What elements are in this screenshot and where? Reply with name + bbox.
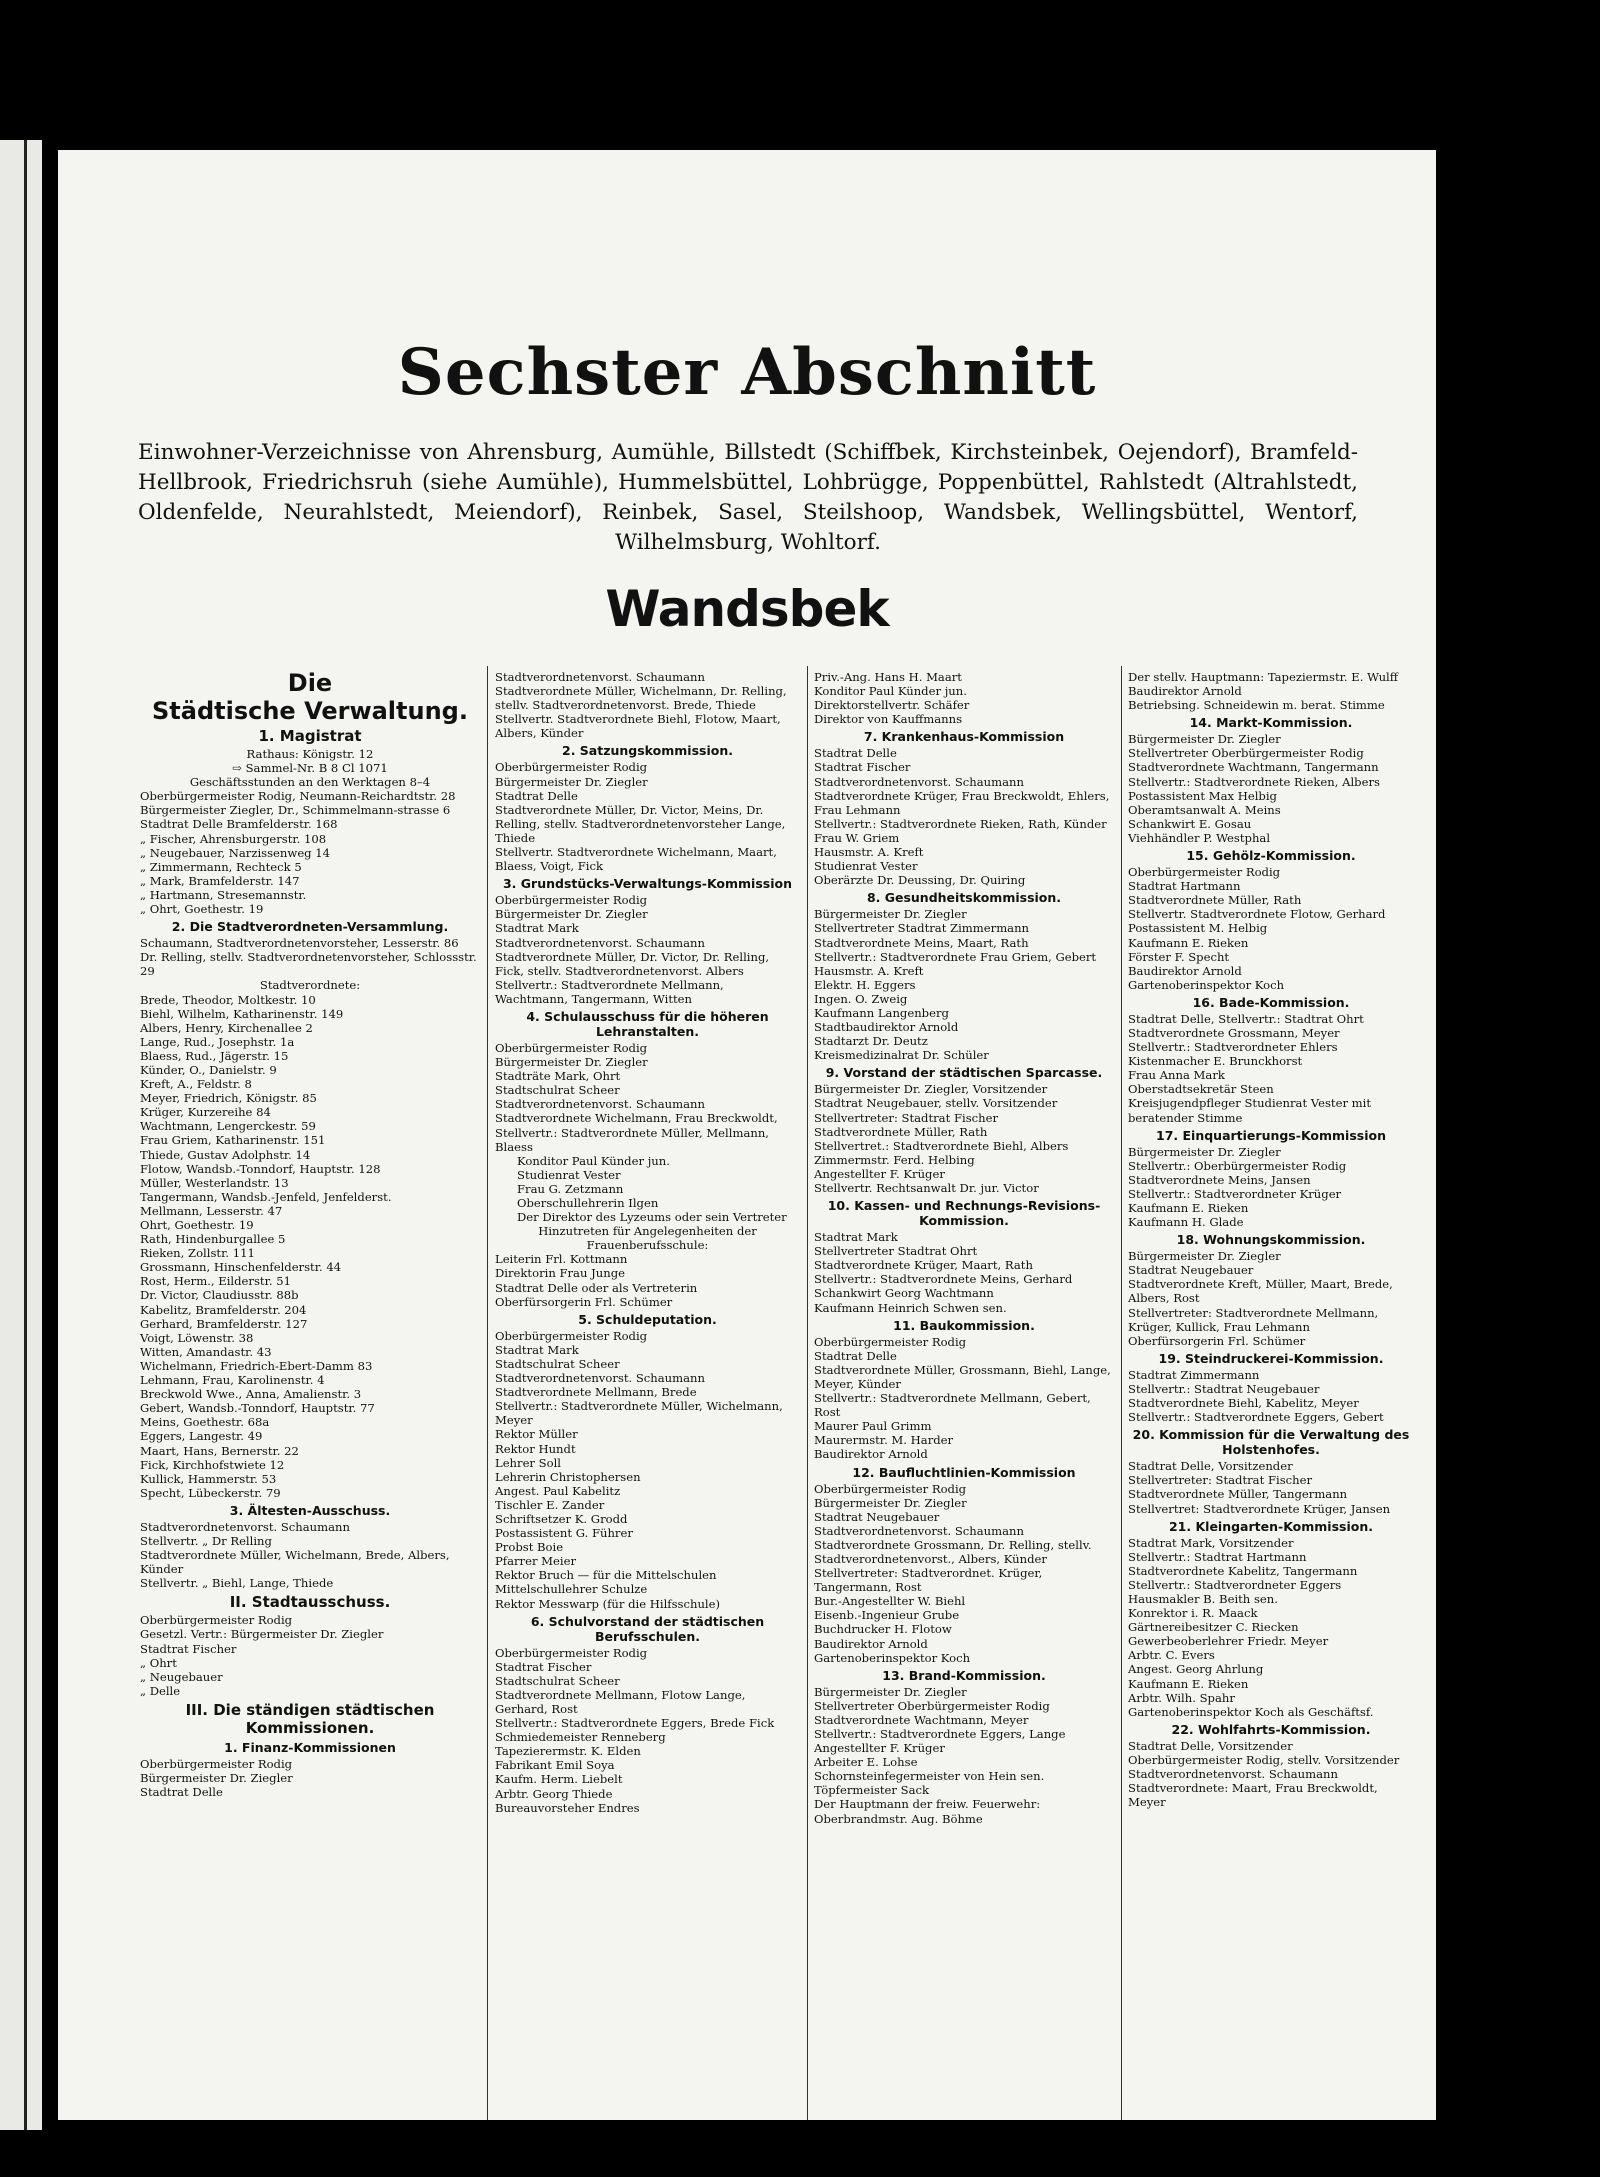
entry-line: ⇨ Sammel-Nr. B 8 Cl 1071: [232, 761, 388, 776]
entry-line: Bürgermeister Dr. Ziegler: [814, 1684, 967, 1699]
entry-line: Witten, Amandastr. 43: [140, 1344, 272, 1359]
entry-line: Stadtrat Mark: [495, 921, 579, 936]
entry-line: Stellvertreter Oberbürgermeister Rodig: [814, 1698, 1050, 1713]
entry-line: Kreismedizinalrat Dr. Schüler: [814, 1048, 989, 1063]
entry-line: Ingen. O. Zweig: [814, 991, 908, 1006]
entry-line: Stadtrat Mark, Vorsitzender: [1128, 1535, 1294, 1550]
column-divider: [1121, 666, 1122, 2120]
column-4: [1128, 670, 1414, 2110]
entry-line: Stadtverordnete Biehl, Kabelitz, Meyer: [1128, 1396, 1359, 1411]
section-heading: 5. Schuldeputation.: [578, 1311, 717, 1327]
column-divider: [487, 666, 488, 2120]
entry-line: Ohrt, Goethestr. 19: [140, 1218, 254, 1232]
entry-line: Stellvertret: Stadtverordnete Krüger, Jansen: [1128, 1501, 1391, 1516]
entry-line: Der Direktor des Lyzeums oder sein Vertreter: [517, 1210, 787, 1225]
entry-line: Stadtverordnete Meins, Maart, Rath: [814, 935, 1029, 950]
entry-line: Stadtverordnete Müller, Wichelmann, Dr. Relling, stellv. Stadtverordnetenvorst. Brede, Thiede: [495, 684, 787, 713]
entry-line: Lange, Rud., Josephstr. 1a: [140, 1034, 295, 1049]
entry-line: Pfarrer Meier: [495, 1554, 577, 1569]
entry-line: Kaufmann E. Rieken: [1128, 1201, 1249, 1215]
entry-line: Müller, Westerlandstr. 13: [140, 1175, 289, 1190]
entry-line: Stellvertr.: Stadtverordnete Müller, Mellmann, Blaess: [495, 1125, 769, 1154]
entry-line: „ Zimmermann, Rechteck 5: [140, 859, 302, 874]
entry-line: Stadtverordnete Grossmann, Dr. Relling, stellv. Stadtverordnetenvorst., Albers, Künder: [814, 1537, 1092, 1566]
entry-line: Oberbürgermeister Rodig: [1128, 865, 1281, 880]
entry-line: Töpfermeister Sack: [814, 1783, 930, 1798]
entry-line: Thiede, Gustav Adolphstr. 14: [140, 1147, 311, 1162]
entry-line: Breckwold Wwe., Anna, Amalienstr. 3: [140, 1387, 362, 1402]
entry-line: Konditor Paul Künder jun.: [814, 684, 967, 699]
entry-line: Stadtrat Delle oder als Vertreterin: [495, 1280, 698, 1295]
section-heading: 18. Wohnungskommission.: [1176, 1232, 1366, 1248]
section-title: Sechster Abschnitt: [397, 335, 1097, 410]
entry-line: Stadtrat Zimmermann: [1128, 1367, 1260, 1382]
entry-line: Stadtverordnete Müller, Rath: [814, 1124, 988, 1139]
entry-line: Dr. Relling, stellv. Stadtverordnetenvorsteher, Schlossstr. 29: [140, 950, 477, 979]
entry-line: Stadtschulrat Scheer: [495, 1673, 620, 1688]
column-3: [814, 670, 1114, 2110]
entry-line: Stadtverordnete:: [259, 978, 361, 993]
entry-line: Grossmann, Hinschenfelderstr. 44: [140, 1260, 342, 1275]
entry-line: Förster F. Specht: [1128, 949, 1230, 964]
entry-line: Stadtrat Fischer: [140, 1641, 237, 1656]
entry-line: Stellvertreter: Stadtrat Fischer: [1128, 1473, 1313, 1488]
entry-line: Kullick, Hammerstr. 53: [140, 1471, 277, 1486]
entry-line: Stellvertr. Stadtverordnete Wichelmann, Maart, Blaess, Voigt, Fick: [495, 845, 777, 874]
section-heading: Die: [287, 670, 333, 697]
entry-line: Stadtverordnete Krüger, Maart, Rath: [814, 1258, 1033, 1273]
entry-line: Baudirektor Arnold: [814, 1636, 928, 1651]
section-heading: 12. Baufluchtlinien-Kommission: [852, 1464, 1076, 1480]
entry-line: Stadtverordnete: Maart, Frau Breckwoldt, Meyer: [1128, 1781, 1378, 1810]
entry-line: Stellvertr.: Stadtverordnete Mellmann, Gebert, Rost: [814, 1391, 1091, 1420]
entry-line: Stadtrat Hartmann: [1128, 879, 1241, 894]
entry-line: Gesetzl. Vertr.: Bürgermeister Dr. Ziegler: [140, 1627, 384, 1642]
section-subtitle: Einwohner-Verzeichnisse von Ahrensburg, Aumühle, Billstedt (Schiffbek, Kirchsteinbek, Oejendorf), Bramfeld-Hellbrook, Friedrichsruh (siehe Aumühle), Hummelsbüttel, Lohbrügge, Poppenbüttel, Rahlstedt (Altrahlstedt, Oldenfelde, Neurahlstedt, Meiendorf), Reinbek, Sasel, Steilshoop, Wandsbek, Wellingsbüttel, Wentorf, Wilhelmsburg, Wohltorf.: [138, 440, 1358, 555]
entry-line: Gartenoberinspektor Koch als Geschäftsf.: [1128, 1704, 1374, 1719]
entry-line: Stadtverordnete Müller, Dr. Victor, Meins, Dr. Relling, stellv. Stadtverordnetenvorsteher Lange, Thiede: [495, 802, 786, 845]
section-heading: 3. Grundstücks-Verwaltungs-Kommission: [502, 876, 792, 892]
entry-line: Geschäftsstunden an den Werktagen 8–4: [189, 775, 431, 790]
entry-line: Direktor von Kauffmanns: [814, 712, 963, 727]
entry-line: Stadtverordnetenvorst. Schaumann: [495, 935, 705, 950]
column-1: [140, 670, 480, 2110]
section-heading: 16. Bade-Kommission.: [1192, 994, 1350, 1010]
entry-line: Stadtrat Delle: [140, 1785, 223, 1800]
entry-line: Stadtverordnete Kabelitz, Tangermann: [1128, 1563, 1358, 1578]
entry-line: Bürgermeister Dr. Ziegler: [495, 774, 648, 789]
entry-line: Maurer Paul Grimm: [814, 1419, 932, 1434]
entry-line: Schornsteinfegermeister von Hein sen.: [814, 1769, 1045, 1784]
entry-line: Stadtrat Fischer: [495, 1659, 592, 1674]
entry-line: Oberschullehrerin Ilgen: [517, 1196, 659, 1210]
entry-line: Stadtverordnete Müller, Grossmann, Biehl, Lange, Meyer, Künder: [814, 1362, 1111, 1391]
entry-line: Stadtverordnete Müller, Tangermann: [1128, 1487, 1348, 1502]
entry-line: Schaumann, Stadtverordnetenvorsteher, Lesserstr. 86: [140, 936, 459, 951]
entry-line: Stadtschulrat Scheer: [495, 1356, 620, 1371]
entry-line: Leiterin Frl. Kottmann: [495, 1252, 628, 1267]
entry-line: „ Hartmann, Stresemannstr.: [140, 887, 307, 902]
entry-line: Stellvertreter Stadtrat Zimmermann: [814, 921, 1030, 936]
entry-line: Brede, Theodor, Moltkestr. 10: [140, 992, 316, 1007]
entry-line: Krüger, Kurzereihe 84: [140, 1105, 271, 1120]
entry-line: „ Delle: [140, 1683, 181, 1698]
entry-line: Angest. Georg Ahrlung: [1128, 1662, 1264, 1677]
entry-line: Specht, Lübeckerstr. 79: [140, 1485, 281, 1500]
entry-line: Gartenoberinspektor Koch: [814, 1650, 971, 1665]
entry-line: Kaufmann E. Rieken: [1128, 1676, 1249, 1691]
entry-line: Oberbürgermeister Rodig, Neumann-Reichardtstr. 28: [140, 789, 456, 804]
entry-line: Stellvertret.: Stadtverordnete Biehl, Albers: [814, 1138, 1069, 1153]
entry-line: Stellvertr.: Stadtverordneter Krüger: [1128, 1186, 1342, 1201]
book-spine: [0, 140, 42, 2130]
entry-line: Elektr. H. Eggers: [814, 977, 916, 992]
entry-line: Angestellter F. Krüger: [814, 1166, 945, 1181]
entry-line: Maurermstr. M. Harder: [814, 1433, 954, 1448]
entry-line: Bürgermeister Dr. Ziegler: [140, 1771, 293, 1785]
entry-line: Stellvertr.: Stadtverordnete Meins, Gerhard: [814, 1272, 1073, 1287]
entry-line: Schankwirt E. Gosau: [1128, 816, 1252, 831]
entry-line: „ Ohrt: [140, 1655, 177, 1670]
entry-line: Stadtrat Neugebauer, stellv. Vorsitzender: [814, 1096, 1058, 1111]
entry-line: Stadtrat Delle: [814, 1348, 897, 1363]
entry-line: Stadtverordnete Wachtmann, Tangermann: [1128, 760, 1379, 775]
entry-line: Gebert, Wandsb.-Tonndorf, Hauptstr. 77: [140, 1401, 375, 1416]
entry-line: Lehrerin Christophersen: [495, 1469, 641, 1484]
entry-line: Arbtr. Georg Thiede: [495, 1786, 613, 1801]
entry-line: Frau Griem, Katharinenstr. 151: [140, 1133, 326, 1148]
entry-line: „ Mark, Bramfelderstr. 147: [140, 873, 300, 888]
entry-line: Stadtverordnetenvorst. Schaumann: [140, 1519, 350, 1534]
entry-line: Buchdrucker H. Flotow: [814, 1622, 952, 1637]
spine-edge: [24, 140, 27, 2130]
entry-line: Stellvertr. Stadtverordnete Biehl, Flotow, Maart, Albers, Künder: [495, 712, 781, 741]
entry-line: Stadtbaudirektor Arnold: [814, 1020, 959, 1035]
entry-line: Mellmann, Lesserstr. 47: [140, 1203, 283, 1218]
entry-line: Stadtrat Mark: [814, 1230, 898, 1245]
entry-line: Baudirektor Arnold: [1128, 963, 1242, 978]
entry-line: Stadträte Mark, Ohrt: [495, 1069, 621, 1084]
entry-line: Oberbürgermeister Rodig: [814, 1481, 967, 1496]
entry-line: Stellvertreter: Stadtrat Fischer: [814, 1110, 999, 1125]
entry-line: Hausmstr. A. Kreft: [814, 963, 924, 978]
entry-line: „ Neugebauer, Narzissenweg 14: [140, 845, 331, 860]
entry-line: Der Hauptmann der freiw. Feuerwehr: Oberbrandmstr. Aug. Böhme: [814, 1797, 1041, 1826]
section-heading: 10. Kassen- und Rechnungs-Revisions-Kommission.: [827, 1198, 1101, 1229]
entry-line: Priv.-Ang. Hans H. Maart: [814, 670, 962, 684]
entry-line: Postassistent G. Führer: [495, 1526, 633, 1541]
entry-line: Schriftsetzer K. Grodd: [495, 1511, 628, 1526]
entry-line: Stadtverordnete Müller, Dr. Victor, Dr. Relling, Fick, stellv. Stadtverordnetenvorst. Albers: [495, 949, 770, 978]
entry-line: Eisenb.-Ingenieur Grube: [814, 1608, 960, 1623]
entry-line: Voigt, Löwenstr. 38: [140, 1330, 254, 1345]
entry-line: Rath, Hindenburgallee 5: [140, 1232, 286, 1247]
entry-line: Stadtrat Neugebauer: [814, 1509, 940, 1524]
entry-line: Stadtverordnetenvorst. Schaumann: [495, 1097, 705, 1112]
entry-line: Baudirektor Arnold: [814, 1447, 928, 1462]
section-heading: 15. Gehölz-Kommission.: [1186, 848, 1356, 864]
entry-line: Rektor Bruch — für die Mittelschulen: [495, 1568, 717, 1583]
entry-line: Maart, Hans, Bernerstr. 22: [140, 1443, 299, 1458]
entry-line: Stellvertreter: Stadtverordnet. Krüger, Tangermann, Rost: [814, 1566, 1043, 1595]
entry-line: Biehl, Wilhelm, Katharinenstr. 149: [140, 1006, 344, 1021]
section-heading: 2. Satzungskommission.: [562, 743, 733, 759]
entry-line: Frau W. Griem: [814, 830, 900, 845]
entry-line: Arbeiter E. Lohse: [814, 1755, 918, 1770]
entry-line: Stellvertr.: Stadtverordnete Rieken, Albers: [1128, 774, 1380, 789]
entry-line: Kabelitz, Bramfelderstr. 204: [140, 1302, 307, 1317]
entry-line: Oberfürsorgerin Frl. Schümer: [1128, 1333, 1306, 1348]
entry-line: Bürgermeister Ziegler, Dr., Schimmelmann-strasse 6: [140, 803, 451, 818]
entry-line: Stadtrat Delle: [495, 788, 578, 803]
entry-line: Probst Boie: [495, 1540, 564, 1555]
entry-line: Oberamtsanwalt A. Meins: [1128, 802, 1281, 817]
city-heading: Wandsbek: [605, 580, 889, 638]
entry-line: Rieken, Zollstr. 111: [140, 1246, 255, 1261]
entry-line: Baudirektor Arnold: [1128, 684, 1242, 699]
section-heading: 1. Finanz-Kommissionen: [224, 1739, 396, 1755]
entry-line: Bürgermeister Dr. Ziegler: [495, 1055, 648, 1070]
entry-line: Stellvertr.: Oberbürgermeister Rodig: [1128, 1158, 1347, 1173]
entry-line: Stadtrat Delle Bramfelderstr. 168: [140, 817, 338, 832]
entry-line: Stadtverordnete Wichelmann, Frau Breckwoldt,: [495, 1111, 778, 1126]
entry-line: Frau G. Zetzmann: [517, 1181, 624, 1196]
entry-line: Dr. Victor, Claudiusstr. 88b: [140, 1288, 299, 1303]
entry-line: Stellvertr. Rechtsanwalt Dr. jur. Victor: [814, 1181, 1039, 1195]
entry-line: Bürgermeister Dr. Ziegler: [814, 1495, 967, 1510]
entry-line: Fabrikant Emil Soya: [495, 1758, 615, 1773]
entry-line: Gärtnereibesitzer C. Riecken: [1128, 1620, 1299, 1635]
entry-line: Stadtverordnetenvorst. Schaumann: [814, 1523, 1024, 1538]
entry-line: Bürgermeister Dr. Ziegler: [1128, 1144, 1281, 1159]
entry-line: Stellvertr. „ Dr Relling: [140, 1533, 272, 1548]
entry-line: Stadtrat Delle: [814, 746, 897, 761]
entry-line: Hausmakler B. Beith sen.: [1128, 1591, 1278, 1606]
entry-line: Direktorstellvertr. Schäfer: [814, 698, 970, 713]
entry-line: Stellvertr.: Stadtverordnete Frau Griem, Gebert: [814, 949, 1097, 964]
entry-line: Oberbürgermeister Rodig: [495, 1328, 648, 1343]
entry-line: Kaufmann H. Glade: [1128, 1215, 1244, 1230]
entry-line: Hinzutreten für Angelegenheiten der Frauenberufsschule:: [538, 1224, 757, 1253]
entry-line: Oberärzte Dr. Deussing, Dr. Quiring: [814, 873, 1026, 888]
entry-line: Oberbürgermeister Rodig, stellv. Vorsitzender: [1128, 1752, 1400, 1767]
entry-line: Eggers, Langestr. 49: [140, 1429, 263, 1444]
entry-line: Stadtrat Delle, Vorsitzender: [1128, 1459, 1293, 1474]
entry-line: Bürgermeister Dr. Ziegler, Vorsitzender: [814, 1082, 1048, 1097]
column-divider: [807, 666, 808, 2120]
entry-line: Meyer, Friedrich, Königstr. 85: [140, 1091, 317, 1106]
entry-line: Oberbürgermeister Rodig: [495, 1040, 648, 1055]
entry-line: Stadtrat Delle, Stellvertr.: Stadtrat Ohrt: [1128, 1011, 1364, 1026]
section-heading: 13. Brand-Kommission.: [882, 1667, 1046, 1683]
entry-line: Stadtrat Neugebauer: [1128, 1263, 1254, 1278]
entry-line: Kistenmacher E. Brunckhorst: [1128, 1054, 1303, 1069]
entry-line: Studienrat Vester: [517, 1167, 621, 1182]
entry-line: Oberbürgermeister Rodig: [140, 1756, 293, 1771]
section-heading: 2. Die Stadtverordneten-Versammlung.: [171, 919, 449, 935]
entry-line: Stadtschulrat Scheer: [495, 1083, 620, 1098]
entry-line: Kreisjugendpfleger Studienrat Vester mit beratender Stimme: [1128, 1096, 1372, 1125]
entry-line: Der stellv. Hauptmann: Tapeziermstr. E. Wulff: [1128, 670, 1398, 684]
column-2: [495, 670, 800, 2110]
document-page: [58, 150, 1436, 2120]
entry-line: Stadtverordnetenvorst. Schaumann: [814, 774, 1024, 789]
entry-line: Wichelmann, Friedrich-Ebert-Damm 83: [140, 1358, 373, 1373]
entry-line: Stellvertr.: Stadtverordneter Eggers: [1128, 1577, 1342, 1592]
entry-line: Kreft, A., Feldstr. 8: [140, 1077, 252, 1092]
entry-line: Fick, Kirchhofstwiete 12: [140, 1457, 285, 1472]
section-heading: Städtische Verwaltung.: [152, 697, 468, 725]
entry-line: Frau Anna Mark: [1128, 1068, 1225, 1083]
entry-line: Bürgermeister Dr. Ziegler: [1128, 1249, 1281, 1264]
entry-line: Stadtverordnete Meins, Jansen: [1128, 1172, 1311, 1187]
section-heading: 11. Baukommission.: [893, 1317, 1035, 1333]
entry-line: Albers, Henry, Kirchenallee 2: [140, 1020, 313, 1035]
entry-line: Rost, Herm., Eilderstr. 51: [140, 1274, 291, 1289]
section-heading: 19. Steindruckerei-Kommission.: [1158, 1350, 1384, 1366]
section-heading: 9. Vorstand der städtischen Sparcasse.: [825, 1065, 1103, 1081]
entry-line: Stadtrat Delle, Vorsitzender: [1128, 1738, 1293, 1753]
entry-line: Stadtverordnete Grossmann, Meyer: [1128, 1025, 1340, 1040]
entry-line: Gartenoberinspektor Koch: [1128, 977, 1285, 992]
entry-line: Rektor Messwarp (für die Hilfsschule): [495, 1596, 721, 1611]
entry-line: Gewerbeoberlehrer Friedr. Meyer: [1128, 1634, 1329, 1649]
entry-line: Viehhändler P. Westphal: [1128, 830, 1271, 845]
entry-line: Stadtverordnete Müller, Rath: [1128, 893, 1302, 908]
entry-line: Stellvertr.: Stadtverordnete Rieken, Rath, Künder: [814, 816, 1107, 831]
section-heading: 21. Kleingarten-Kommission.: [1168, 1518, 1373, 1534]
entry-line: Stadtverordnete Kreft, Müller, Maart, Brede, Albers, Rost: [1128, 1277, 1393, 1306]
section-heading: 4. Schulausschuss für die höheren Lehranstalten.: [526, 1008, 769, 1039]
entry-line: Angest. Paul Kabelitz: [495, 1483, 621, 1498]
entry-line: Wachtmann, Lengerckestr. 59: [140, 1119, 316, 1134]
entry-line: Schankwirt Georg Wachtmann: [814, 1286, 994, 1301]
entry-line: Stellvertr.: Stadtverordnete Eggers, Lange: [814, 1727, 1066, 1741]
entry-line: Stadtverordnetenvorst. Schaumann: [495, 670, 705, 684]
entry-line: Tapezierermstr. K. Elden: [495, 1744, 641, 1759]
entry-line: „ Neugebauer: [140, 1669, 223, 1684]
section-heading: 3. Ältesten-Ausschuss.: [229, 1502, 391, 1518]
entry-line: Bürgermeister Dr. Ziegler: [495, 907, 648, 922]
entry-line: Stadtverordnete Mellmann, Brede: [495, 1385, 697, 1400]
entry-line: Direktorin Frau Junge: [495, 1266, 625, 1281]
entry-line: Stellvertr.: Stadtrat Hartmann: [1128, 1549, 1307, 1564]
entry-line: Postassistent Max Helbig: [1128, 788, 1277, 803]
entry-line: Arbtr. C. Evers: [1128, 1648, 1215, 1663]
entry-line: Stellvertreter: Stadtverordnete Mellmann, Krüger, Kullick, Frau Lehmann: [1128, 1305, 1379, 1334]
section-heading: 1. Magistrat: [258, 727, 362, 745]
entry-line: Oberbürgermeister Rodig: [814, 1334, 967, 1349]
entry-line: Stadtverordnete Krüger, Frau Breckwoldt, Ehlers, Frau Lehmann: [814, 788, 1110, 817]
section-heading: 7. Krankenhaus-Kommission: [863, 729, 1065, 745]
entry-line: Mittelschullehrer Schulze: [495, 1582, 648, 1597]
entry-line: Stellvertreter Stadtrat Ohrt: [814, 1244, 978, 1259]
entry-line: Kaufm. Herm. Liebelt: [495, 1772, 623, 1787]
entry-line: Tischler E. Zander: [495, 1497, 605, 1512]
entry-line: Stadtverordnete Müller, Wichelmann, Brede, Albers, Künder: [140, 1548, 450, 1577]
entry-line: Lehrer Soll: [495, 1455, 561, 1470]
entry-line: Oberbürgermeister Rodig: [495, 893, 648, 908]
section-heading: III. Die ständigen städtischen Kommissionen.: [185, 1700, 435, 1737]
entry-line: Oberbürgermeister Rodig: [140, 1613, 293, 1628]
entry-line: Stellvertr. „ Biehl, Lange, Thiede: [140, 1576, 334, 1591]
entry-line: Studienrat Vester: [814, 859, 918, 874]
entry-line: Arbtr. Wilh. Spahr: [1128, 1690, 1235, 1705]
entry-line: Kaufmann Langenberg: [814, 1005, 949, 1020]
entry-line: Bürgermeister Dr. Ziegler: [1128, 732, 1281, 747]
entry-line: „ Fischer, Ahrensburgerstr. 108: [140, 831, 327, 846]
entry-line: Stellvertr.: Stadtverordneter Ehlers: [1128, 1040, 1338, 1055]
entry-line: Oberbürgermeister Rodig: [495, 760, 648, 775]
entry-line: Stadtarzt Dr. Deutz: [814, 1034, 928, 1049]
entry-line: Oberstadtsekretär Steen: [1128, 1082, 1274, 1097]
section-heading: 6. Schulvorstand der städtischen Berufsschulen.: [530, 1613, 765, 1644]
entry-line: Stellvertr.: Stadtrat Neugebauer: [1128, 1381, 1320, 1396]
section-heading: 20. Kommission für die Verwaltung des Holstenhofes.: [1132, 1427, 1410, 1458]
entry-line: Betriebsing. Schneidewin m. berat. Stimme: [1128, 698, 1385, 713]
entry-line: Stellvertr. Stadtverordnete Flotow, Gerhard: [1128, 907, 1386, 922]
entry-line: Bureauvorsteher Endres: [495, 1800, 640, 1815]
section-heading: II. Stadtausschuss.: [229, 1593, 391, 1612]
entry-line: Blaess, Rud., Jägerstr. 15: [140, 1048, 289, 1063]
entry-line: Hausmstr. A. Kreft: [814, 845, 924, 860]
entry-line: Tangermann, Wandsb.-Jenfeld, Jenfelderst.: [140, 1189, 392, 1204]
entry-line: Stellvertr.: Stadtverordnete Müller, Wichelmann, Meyer: [495, 1399, 783, 1428]
section-heading: 14. Markt-Kommission.: [1189, 715, 1353, 731]
entry-line: Gerhard, Bramfelderstr. 127: [140, 1316, 308, 1331]
entry-line: Stadtrat Mark: [495, 1342, 579, 1357]
entry-line: Rathaus: Königstr. 12: [246, 747, 374, 761]
entry-line: Postassistent M. Helbig: [1128, 921, 1268, 936]
entry-line: Stadtrat Fischer: [814, 760, 911, 775]
entry-line: Künder, O., Danielstr. 9: [140, 1062, 277, 1077]
entry-line: Bur.-Angestellter W. Biehl: [814, 1594, 966, 1609]
entry-line: Rektor Müller: [495, 1427, 578, 1442]
entry-line: Stellvertr.: Stadtverordnete Eggers, Gebert: [1128, 1410, 1384, 1425]
entry-line: Meins, Goethestr. 68a: [140, 1415, 270, 1430]
entry-line: Stadtverordnetenvorst. Schaumann: [1128, 1767, 1338, 1781]
entry-line: Stadtverordnetenvorst. Schaumann: [495, 1371, 705, 1386]
entry-line: Oberfürsorgerin Frl. Schümer: [495, 1294, 673, 1309]
entry-line: Schmiedemeister Renneberg: [495, 1730, 666, 1745]
entry-line: Stadtverordnete Mellmann, Flotow Lange, Gerhard, Rost: [495, 1687, 746, 1716]
entry-line: Kaufmann E. Rieken: [1128, 935, 1249, 950]
entry-line: Stellvertreter Oberbürgermeister Rodig: [1128, 746, 1364, 761]
section-heading: 17. Einquartierungs-Kommission: [1156, 1127, 1386, 1143]
entry-line: Stellvertr.: Stadtverordnete Eggers, Brede Fick: [495, 1716, 775, 1731]
entry-line: Oberbürgermeister Rodig: [495, 1645, 648, 1660]
section-heading: 8. Gesundheitskommission.: [866, 890, 1062, 906]
entry-line: Bürgermeister Dr. Ziegler: [814, 907, 967, 922]
entry-line: Lehmann, Frau, Karolinenstr. 4: [140, 1373, 325, 1388]
entry-line: Konditor Paul Künder jun.: [517, 1153, 670, 1168]
entry-line: Stadtverordnete Wachtmann, Meyer: [814, 1712, 1029, 1727]
entry-line: Angestellter F. Krüger: [814, 1741, 945, 1756]
entry-line: Kaufmann Heinrich Schwen sen.: [814, 1300, 1007, 1315]
section-heading: 22. Wohlfahrts-Kommission.: [1171, 1721, 1371, 1737]
entry-line: Konrektor i. R. Maack: [1128, 1606, 1258, 1621]
entry-line: Stellvertr.: Stadtverordnete Mellmann, Wachtmann, Tangermann, Witten: [495, 977, 724, 1006]
entry-line: Zimmermstr. Ferd. Helbing: [814, 1152, 975, 1167]
entry-line: „ Ohrt, Goethestr. 19: [140, 902, 264, 917]
entry-line: Flotow, Wandsb.-Tonndorf, Hauptstr. 128: [140, 1161, 381, 1176]
entry-line: Rektor Hundt: [495, 1441, 576, 1456]
